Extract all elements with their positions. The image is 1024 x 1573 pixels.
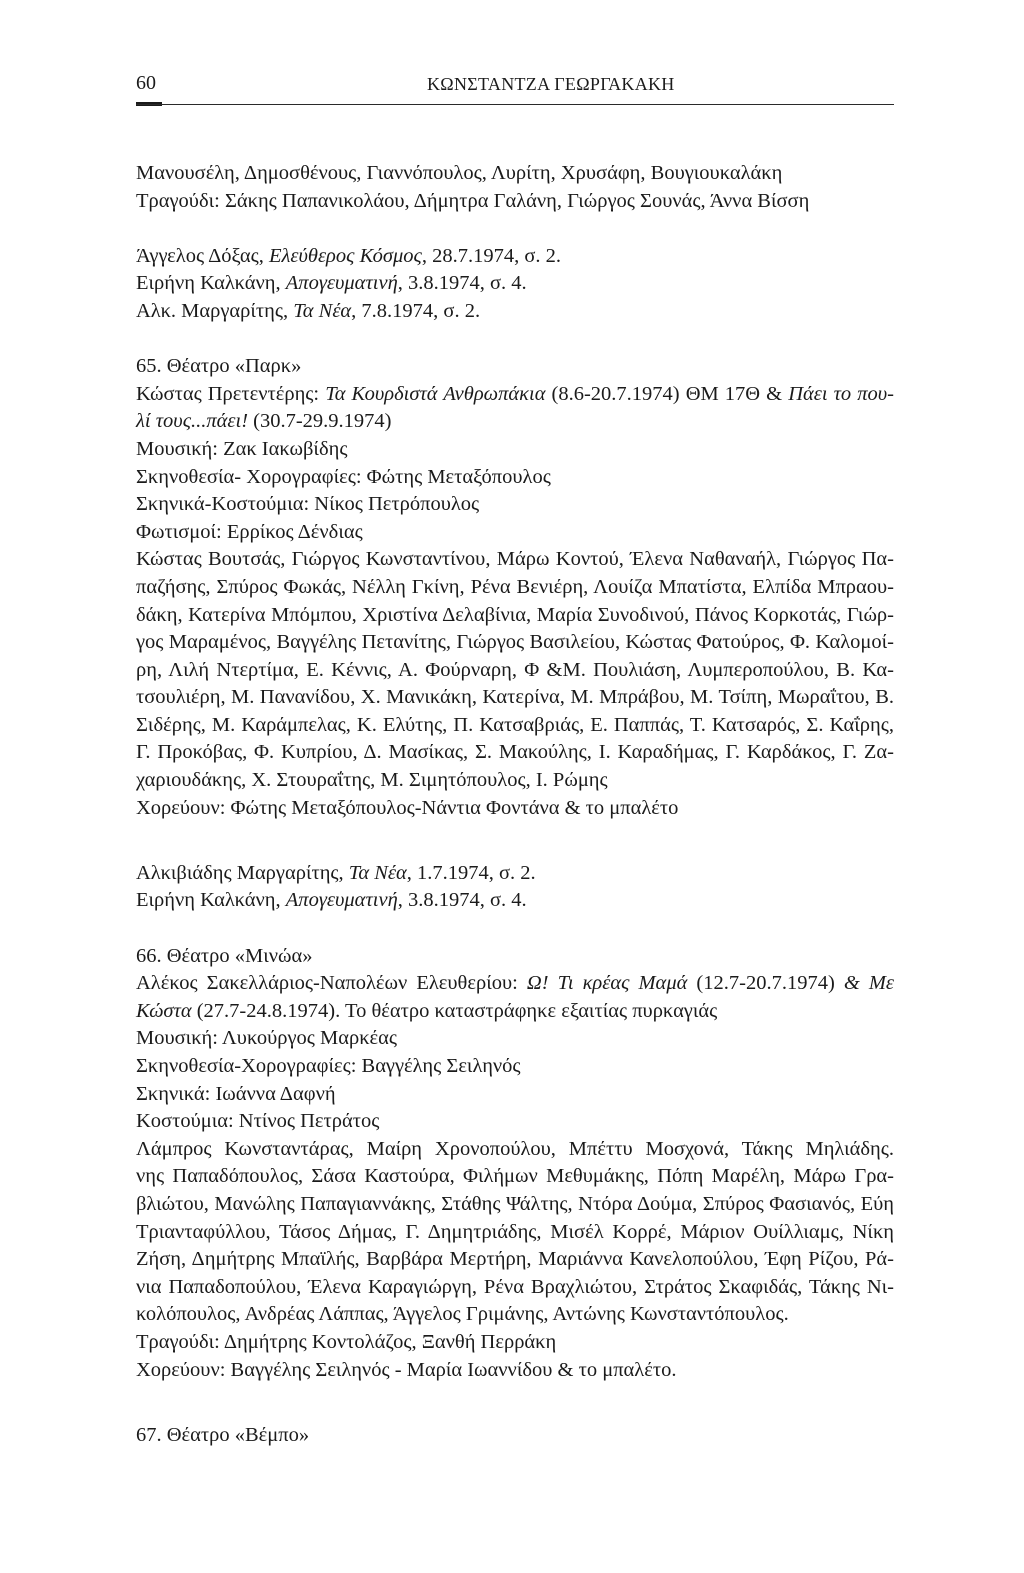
- dancers-line: Χορεύουν: Φώτης Μεταξόπουλος-Νάντια Φοντάνα & το μπαλέτο: [136, 796, 679, 819]
- credit-line: Κοστούμια: Ντίνος Πετράτος: [136, 1110, 380, 1133]
- cast-line: τσουλιέρη, Μ. Πανανίδου, Χ. Μανικάκη, Κατερίνα, Μ. Μπράβου, Μ. Τσίπη, Μωραΐτου, Β.: [136, 686, 894, 709]
- play-line: Αλέκος Σακελλάριος-Ναπολέων Ελευθερίου: Ω! Τι κρέας Μαμά (12.7-20.7.1974) & Με: [136, 972, 894, 995]
- play-line: λί τους...πάει! (30.7-29.9.1974): [136, 410, 392, 433]
- running-head: ΚΩΝΣΤΑΝΤΖΑ ΓΕΩΡΓΑΚΑΚΗ: [427, 74, 675, 94]
- credit-line: Σκηνικά-Κοστούμια: Νίκος Πετρόπουλος: [136, 493, 480, 516]
- credit-line: Σκηνοθεσία-Χορογραφίες: Βαγγέλης Σειληνός: [136, 1055, 521, 1077]
- cast-line: βλιώτου, Μανώλης Παπαγιαννάκης, Στάθης Ψάλτης, Ντόρα Δούμα, Σπύρος Φασιανός, Εύη: [136, 1192, 894, 1215]
- cast-line: δάκη, Κατερίνα Μπόμπου, Χριστίνα Δελαβίνια, Μαρία Συνοδινού, Πάνος Κορκοτάς, Γιώρ-: [136, 603, 894, 626]
- review-citation: Αλκιβιάδης Μαργαρίτης, Τα Νέα, 1.7.1974, σ. 2.: [136, 861, 536, 884]
- page-body: [136, 160, 894, 1449]
- cast-line: Τριανταφύλλου, Τάσος Δήμας, Γ. Δημητριάδης, Μισέλ Κορρέ, Μάριον Ουίλλιαμς, Νίκη: [136, 1220, 894, 1243]
- entry-heading: 67. Θέατρο «Βέμπο»: [136, 1423, 310, 1446]
- song-credit-line: Τραγούδι: Σάκης Παπανικολάου, Δήμητρα Γαλάνη, Γιώργος Σουνάς, Άννα Βίσση: [136, 189, 810, 212]
- play-line: Κώστα (27.7-24.8.1974). Το θέατρο καταστράφηκε εξαιτίας πυρκαγιάς: [136, 999, 718, 1022]
- entry-heading: 65. Θέατρο «Παρκ»: [136, 355, 302, 378]
- credit-line: Φωτισμοί: Ερρίκος Δένδιας: [136, 520, 363, 543]
- cast-line: γος Μαραμένος, Βαγγέλης Πετανίτης, Γιώργος Βασιλείου, Κώστας Φατούρος, Φ. Καλομοί-: [136, 631, 894, 654]
- cast-line: Ζήση, Δημήτρης Μπαϊλής, Βαρβάρα Μερτήρη, Μαριάννα Κανελοπούλου, Έφη Ρίζου, Ρά-: [136, 1248, 894, 1271]
- cast-line: παζήσης, Σπύρος Φωκάς, Νέλλη Γκίνη, Ρένα Βενιέρη, Λουίζα Μπατίστα, Ελπίδα Μπραου-: [136, 575, 894, 598]
- cast-continuation-line: Μανουσέλη, Δημοσθένους, Γιαννόπουλος, Λυρίτη, Χρυσάφη, Βουγιουκαλάκη: [136, 162, 783, 184]
- review-citation: Αλκ. Μαργαρίτης, Τα Νέα, 7.8.1974, σ. 2.: [136, 299, 481, 322]
- cast-line: νης Παπαδόπουλος, Σάσα Καστούρα, Φιλήμων Μεθυμάκης, Πόπη Μαρέλη, Μάρω Γρα-: [136, 1165, 894, 1188]
- credit-line: Μουσική: Λυκούργος Μαρκέας: [136, 1027, 398, 1050]
- cast-line: χαριουδάκης, Χ. Στουραΐτης, Μ. Σιμητόπουλος, Ι. Ρώμης: [136, 769, 608, 792]
- cast-line: νια Παπαδοπούλου, Έλενα Καραγιώργη, Ρένα Βραχλιώτου, Στράτος Σκαφιδάς, Τάκης Νι-: [136, 1275, 894, 1298]
- dancers-line: Χορεύουν: Βαγγέλης Σειληνός - Μαρία Ιωαννίδου & το μπαλέτο.: [136, 1358, 677, 1381]
- credit-line: Σκηνοθεσία- Χορογραφίες: Φώτης Μεταξόπουλος: [136, 465, 551, 488]
- page-header: [136, 72, 894, 102]
- song-credit-line: Τραγούδι: Δημήτρης Κοντολάζος, Ξανθή Περράκη: [136, 1330, 557, 1353]
- play-line: Κώστας Πρετεντέρης: Τα Κουρδιστά Ανθρωπάκια (8.6-20.7.1974) ΘΜ 17Θ & Πάει το που-: [136, 382, 894, 405]
- cast-line: Σιδέρης, Μ. Καράμπελας, Κ. Ελύτης, Π. Κατσαβριάς, Ε. Παππάς, Τ. Κατσαρός, Σ. Καΐρης,: [136, 713, 894, 736]
- header-rule: [136, 104, 894, 105]
- page-number: 60: [136, 72, 156, 94]
- cast-line: Λάμπρος Κωνσταντάρας, Μαίρη Χρονοπούλου, Μπέττυ Μοσχονά, Τάκης Μηλιάδης.: [136, 1137, 894, 1160]
- credit-line: Μουσική: Ζακ Ιακωβίδης: [136, 437, 348, 460]
- credit-line: Σκηνικά: Ιωάννα Δαφνή: [136, 1082, 336, 1105]
- review-citation: Άγγελος Δόξας, Ελεύθερος Κόσμος, 28.7.1974, σ. 2.: [136, 244, 562, 267]
- cast-line: Γ. Προκόβας, Φ. Κυπρίου, Δ. Μασίκας, Σ. Μακούλης, Ι. Καραδήμας, Γ. Καρδάκος, Γ. Ζα-: [136, 741, 894, 764]
- review-citation: Ειρήνη Καλκάνη, Απογευματινή, 3.8.1974, σ. 4.: [136, 272, 527, 295]
- cast-line: ρη, Λιλή Ντερτίμα, Ε. Κέννις, Α. Φούρναρη, Φ &Μ. Πουλιάση, Λυμπεροπούλου, Β. Κα-: [136, 658, 894, 681]
- entry-heading: 66. Θέατρο «Μινώα»: [136, 944, 313, 967]
- cast-line: Κώστας Βουτσάς, Γιώργος Κωνσταντίνου, Μάρω Κοντού, Έλενα Ναθαναήλ, Γιώργος Πα-: [136, 548, 894, 571]
- review-citation: Ειρήνη Καλκάνη, Απογευματινή, 3.8.1974, σ. 4.: [136, 889, 527, 912]
- cast-line: κολόπουλος, Ανδρέας Λάππας, Άγγελος Γριμάνης, Αντώνης Κωνσταντόπουλος.: [136, 1303, 789, 1326]
